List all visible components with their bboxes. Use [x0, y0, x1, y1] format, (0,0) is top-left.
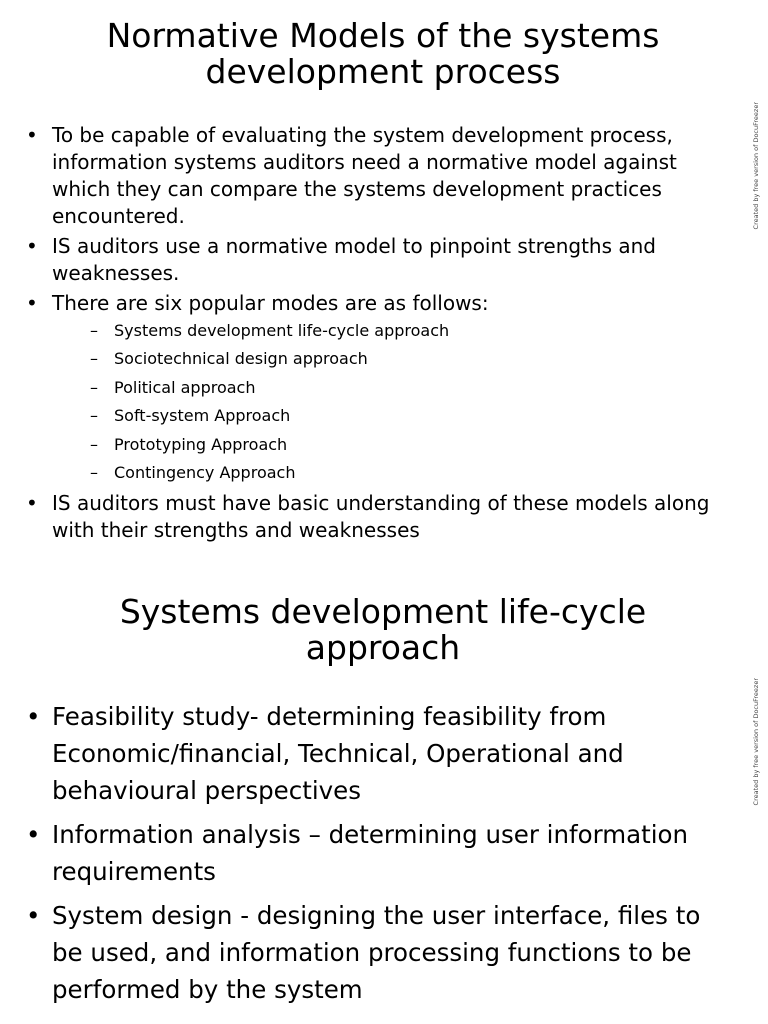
sub-bullet-text: Systems development life-cycle approach: [114, 321, 450, 340]
bullet-text: There are six popular modes are as follows:: [52, 291, 489, 315]
bullet-dot-icon: •: [26, 291, 38, 315]
bullet-list: [20, 698, 732, 1015]
bullet-text: System design - designing the user interface, files to be used, and information processing functions to be performed by the system: [52, 901, 701, 1004]
bullet-item: [20, 290, 735, 487]
bullet-text: Information analysis – determining user information requirements: [52, 820, 689, 886]
dash-icon: –: [90, 463, 98, 483]
bullet-dot-icon: •: [26, 491, 38, 516]
sub-bullet-text: Political approach: [114, 377, 256, 397]
bullet-dot-icon: •: [26, 901, 41, 930]
bullet-dot-icon: •: [26, 123, 38, 147]
dash-icon: –: [90, 406, 98, 426]
bullet-dot-icon: •: [26, 820, 41, 849]
title-line: development process: [205, 52, 561, 91]
watermark: Created by free version of DocuFreezer: [752, 102, 760, 230]
sub-bullet-text: Prototyping Approach: [114, 434, 288, 454]
watermark: Created by free version of DocuFreezer: [752, 678, 760, 806]
sub-bullet-text: Sociotechnical design approach: [114, 349, 368, 369]
bullet-item: [20, 897, 732, 1008]
dash-icon: –: [90, 321, 98, 340]
sub-bullet-text: Soft-system Approach: [114, 406, 291, 426]
sub-bullet-item: [52, 345, 735, 373]
bullet-dot-icon: •: [26, 702, 41, 731]
bullet-item: [20, 122, 735, 230]
bullet-item: [20, 698, 732, 809]
slide-sdlc-approach: [0, 580, 768, 1024]
sub-bullet-item: [52, 459, 735, 487]
bullet-item: [20, 233, 735, 287]
slide-title: [30, 594, 736, 666]
sub-bullet-list: [52, 317, 735, 487]
bullet-text: Feasibility study- determining feasibility from Economic/financial, Technical, Operational and behavioural perspectives: [52, 702, 624, 805]
title-line: Systems development life-cycle: [119, 592, 647, 631]
bullet-text: IS auditors must have basic understanding of these models along with their strengths and weaknesses: [52, 491, 710, 543]
dash-icon: –: [90, 377, 98, 397]
dash-icon: –: [90, 434, 98, 454]
sub-bullet-item: [52, 402, 735, 430]
bullet-item: [20, 816, 732, 890]
sub-bullet-item: [52, 431, 735, 459]
sub-bullet-item: [52, 374, 735, 402]
slide-title: [30, 18, 736, 90]
bullet-list: [20, 122, 735, 547]
bullet-text: To be capable of evaluating the system development process, information systems auditors need a normative model against which they can compare the systems development practices encountered.: [52, 123, 677, 228]
bullet-text: IS auditors use a normative model to pinpoint strengths and weaknesses.: [52, 234, 657, 285]
bullet-dot-icon: •: [26, 234, 38, 258]
title-line: approach: [305, 628, 461, 667]
dash-icon: –: [90, 349, 98, 369]
sub-bullet-text: Contingency Approach: [114, 463, 296, 483]
bullet-item: [20, 490, 735, 544]
title-line: Normative Models of the systems: [106, 16, 660, 55]
sub-bullet-item: [52, 317, 735, 345]
